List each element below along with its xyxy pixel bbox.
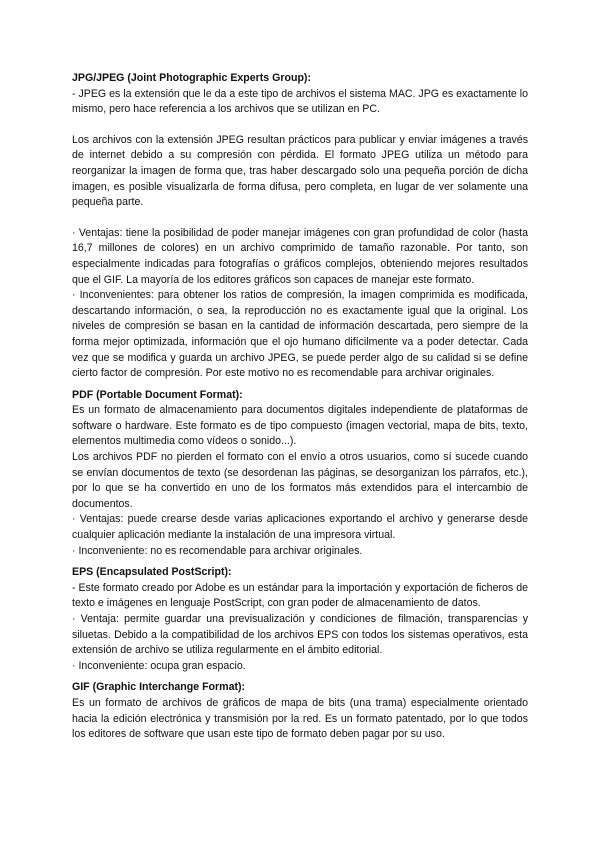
paragraph-ventajas: · Ventajas: tiene la posibilidad de poder manejar imágenes con gran profundidad de color (hasta 16,7 millones de colores) en un archivo comprimido de tamaño razonable. Por tanto, son especialmente indicadas para fotografías o gráficos complejos, obteniendo mejores resultados que el GIF. La mayoría de los editores gráficos son capaces de manejar este formato. bbox=[72, 226, 528, 286]
paragraph-inconvenientes: · Inconvenientes: para obtener los ratios de compresión, la imagen comprimida es modificada, descartando información, o sea, la reproducción no es exactamente igual que la original. Los niveles de compresión se basan en la cantidad de información descartada, pero siempre de la forma mejor optimizada, información que el ojo humano difícilmente va a poder detectar. Cada vez que se modifica y guarda un archivo JPEG, se puede perder algo de su calidad si se define cierto factor de compresión. Por este motivo no es recomendable para archivar originales. bbox=[72, 289, 528, 380]
section-title-eps: EPS (Encapsulated PostScript): bbox=[72, 566, 232, 579]
paragraph: Es un formato de archivos de gráficos de mapa de bits (una trama) especialmente orientado hacia la edición electrónica y transmisión por la red. Es un formato patentado, por lo que todos los editores de software que usan este tipo de formato deben pagar por su uso. bbox=[72, 696, 528, 741]
section-pdf bbox=[72, 388, 528, 560]
paragraph: - JPEG es la extensión que le da a este tipo de archivos el sistema MAC. JPG es exactamente lo mismo, pero hace referencia a los archivos que se utilizan en PC. bbox=[72, 87, 528, 116]
paragraph: Los archivos con la extensión JPEG resultan prácticos para publicar y enviar imágenes a través de internet debido a su compresión con pérdida. El formato JPEG utiliza un método para reorganizar la imagen de forma que, tras haber descargado solo una pequeña porción de dicha imagen, es posible visualizarla de forma difusa, pero completa, en lugar de ver solamente una pequeña parte. bbox=[72, 133, 528, 209]
section-title-jpg: JPG/JPEG (Joint Photographic Experts Group): bbox=[72, 72, 311, 84]
section-gif bbox=[72, 680, 528, 742]
paragraph: - Este formato creado por Adobe es un estándar para la importación y exportación de ficheros de texto e imágenes en lenguaje PostScript, con gran poder de almacenamiento de datos. bbox=[72, 581, 528, 610]
paragraph-ventaja: · Ventaja: permite guardar una previsualización y condiciones de filmación, transparencias y siluetas. Debido a la compatibilidad de los archivos EPS con todos los sistemas operativos, esta extensión de archivo se utiliza regularmente en el ámbito editorial. bbox=[72, 613, 528, 657]
paragraph-inconveniente: · Inconveniente: no es recomendable para archivar originales. bbox=[72, 544, 363, 557]
paragraph: Los archivos PDF no pierden el formato con el envío a otros usuarios, como sí sucede cuando se envían documentos de texto (se desordenan las páginas, se desorganizan los párrafos, etc.), por lo que se ha convertido en uno de los formatos más extendidos para el intercambio de documentos. bbox=[72, 451, 528, 510]
section-eps bbox=[72, 565, 528, 674]
paragraph: Es un formato de almacenamiento para documentos digitales independiente de plataformas de software o hardware. Este formato es de tipo compuesto (imagen vectorial, mapa de bits, texto, elementos multimedia como vídeos o sonido...). bbox=[72, 404, 528, 448]
section-title-gif: GIF (Graphic Interchange Format): bbox=[72, 681, 246, 694]
paragraph-ventajas: · Ventajas: puede crearse desde varias aplicaciones exportando el archivo y generarse desde cualquier aplicación mediante la instalación de una impresora virtual. bbox=[72, 513, 528, 542]
section-title-pdf: PDF (Portable Document Format): bbox=[72, 388, 243, 401]
paragraph-inconveniente: · Inconveniente: ocupa gran espacio. bbox=[72, 659, 246, 672]
section-jpg bbox=[72, 71, 528, 382]
